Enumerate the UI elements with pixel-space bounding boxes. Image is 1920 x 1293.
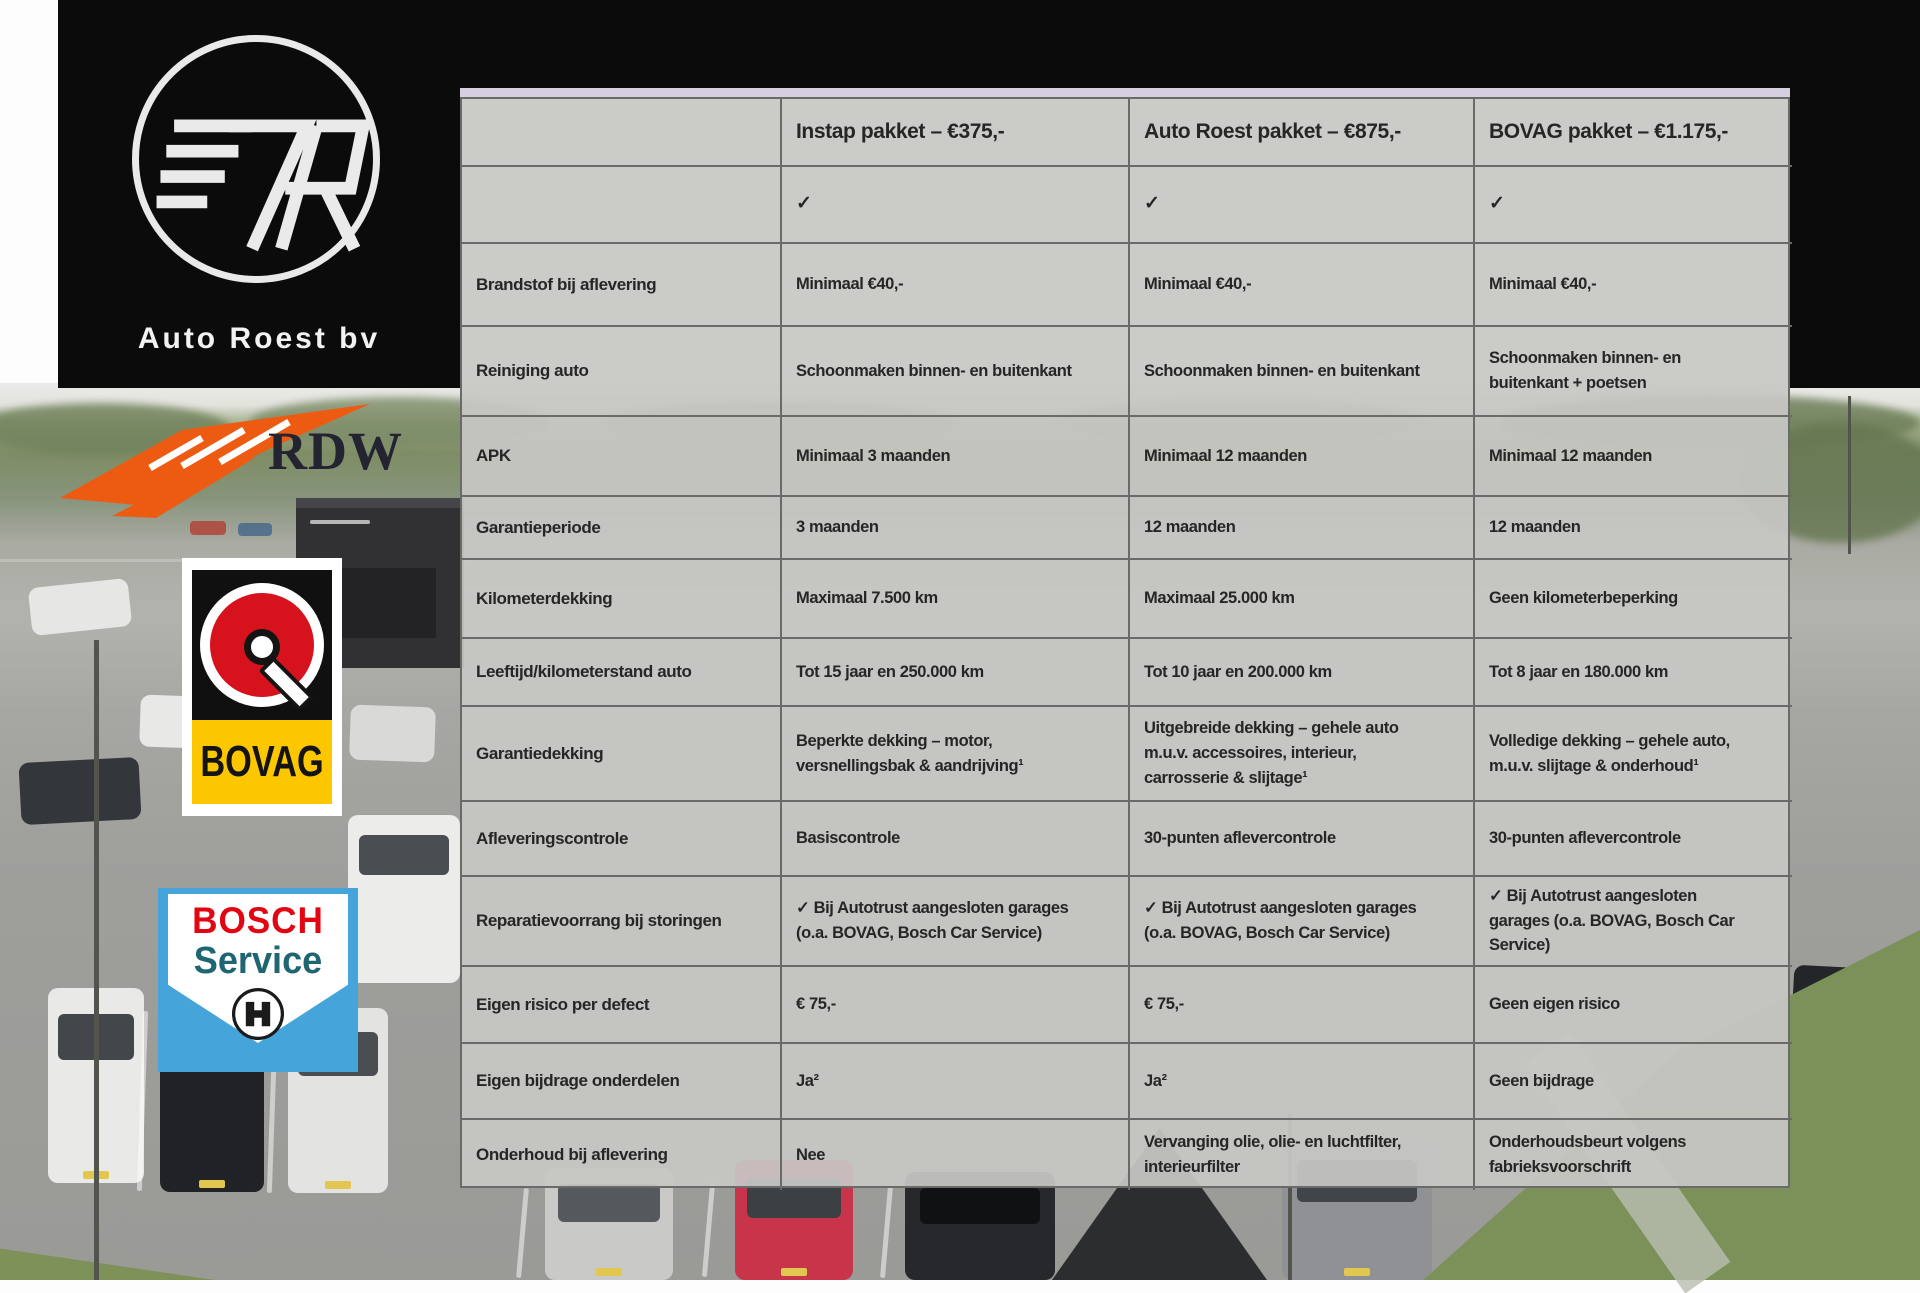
bosch-wordmark: BOSCH <box>192 900 324 941</box>
cell-brandstof-bovag: Minimaal €40,- <box>1475 244 1792 327</box>
row-label-eigen-risico: Eigen risico per defect <box>462 967 782 1044</box>
cell-garantiedekking-instap: Beperkte dekking – motor, versnellingsbak & aandrijving¹ <box>782 707 1130 802</box>
checkmark-cell: ✓ <box>782 167 1130 244</box>
cell-eigen-bijdrage-autoroest: Ja² <box>1130 1044 1475 1120</box>
cell-leeftijd-instap: Tot 15 jaar en 250.000 km <box>782 639 1130 707</box>
cell-onderhoud-autoroest: Vervanging olie, olie- en luchtfilter, interieurfilter <box>1130 1120 1475 1190</box>
cell-garantieperiode-autoroest: 12 maanden <box>1130 497 1475 560</box>
bovag-emblem <box>192 570 332 720</box>
table-grid <box>460 97 1790 1188</box>
bovag-logo <box>182 558 342 816</box>
grass-left <box>0 1235 215 1280</box>
parked-car <box>28 578 132 636</box>
license-plate <box>325 1181 351 1189</box>
row-label-apk: APK <box>462 417 782 497</box>
cell-brandstof-instap: Minimaal €40,- <box>782 244 1130 327</box>
row-label <box>462 167 782 244</box>
light-pole <box>1848 396 1851 554</box>
bovag-white-disc <box>200 583 324 707</box>
cell-eigen-bijdrage-instap: Ja² <box>782 1044 1130 1120</box>
rdw-wordmark: RDW <box>268 421 403 481</box>
cell-reiniging-bovag: Schoonmaken binnen- en buitenkant + poetsen <box>1475 327 1792 417</box>
row-label-reparatievoorrang: Reparatievoorrang bij storingen <box>462 877 782 967</box>
parking-line <box>516 1188 529 1278</box>
bosch-service-logo <box>158 888 358 1072</box>
cell-garantieperiode-bovag: 12 maanden <box>1475 497 1792 560</box>
cell-afleveringscontrole-bovag: 30-punten aflevercontrole <box>1475 802 1792 877</box>
cell-reparatievoorrang-instap: ✓ Bij Autotrust aangesloten garages (o.a. BOVAG, Bosch Car Service) <box>782 877 1130 967</box>
cell-reparatievoorrang-bovag: ✓ Bij Autotrust aangesloten garages (o.a. BOVAG, Bosch Car Service) <box>1475 877 1792 967</box>
bosch-service-wordmark: Service <box>193 940 323 982</box>
column-header-instap-pakket: Instap pakket – €375,- <box>782 99 1130 167</box>
cell-leeftijd-bovag: Tot 8 jaar en 180.000 km <box>1475 639 1792 707</box>
bovag-wordmark: BOVAG <box>200 737 324 786</box>
column-header-bovag-pakket: BOVAG pakket – €1.175,- <box>1475 99 1792 167</box>
license-plate <box>596 1268 622 1276</box>
license-plate <box>199 1180 225 1188</box>
row-label-reiniging: Reiniging auto <box>462 327 782 417</box>
cell-leeftijd-autoroest: Tot 10 jaar en 200.000 km <box>1130 639 1475 707</box>
row-label-garantiedekking: Garantiedekking <box>462 707 782 802</box>
parking-line <box>702 1183 715 1277</box>
cell-reiniging-autoroest: Schoonmaken binnen- en buitenkant <box>1130 327 1475 417</box>
cell-apk-instap: Minimaal 3 maanden <box>782 417 1130 497</box>
row-label-kilometerdekking: Kilometerdekking <box>462 560 782 639</box>
row-label-afleveringscontrole: Afleveringscontrole <box>462 802 782 877</box>
parked-car <box>349 705 436 763</box>
license-plate <box>1344 1268 1370 1276</box>
cell-brandstof-autoroest: Minimaal €40,- <box>1130 244 1475 327</box>
bovag-key-stem <box>259 656 315 712</box>
van-windshield <box>359 835 449 875</box>
cell-reiniging-instap: Schoonmaken binnen- en buitenkant <box>782 327 1130 417</box>
auto-roest-logo <box>132 35 380 283</box>
column-header-auto-roest-pakket: Auto Roest pakket – €875,- <box>1130 99 1475 167</box>
cell-garantieperiode-instap: 3 maanden <box>782 497 1130 560</box>
row-label-onderhoud: Onderhoud bij aflevering <box>462 1120 782 1190</box>
cell-onderhoud-instap: Nee <box>782 1120 1130 1190</box>
bovag-yellow-band <box>192 720 332 804</box>
checkmark-cell: ✓ <box>1130 167 1475 244</box>
brand-name: Auto Roest bv <box>137 322 381 355</box>
white-van <box>348 815 460 983</box>
table-corner-cell <box>462 99 782 167</box>
auto-roest-monogram-icon <box>139 42 373 276</box>
bovag-red-disc <box>210 593 314 697</box>
row-label-leeftijd: Leeftijd/kilometerstand auto <box>462 639 782 707</box>
cell-eigen-bijdrage-bovag: Geen bijdrage <box>1475 1044 1792 1120</box>
parked-car <box>18 757 141 825</box>
car-windshield <box>920 1188 1040 1224</box>
cell-kilometerdekking-autoroest: Maximaal 25.000 km <box>1130 560 1475 639</box>
row-label-garantieperiode: Garantieperiode <box>462 497 782 560</box>
cell-eigen-risico-autoroest: € 75,- <box>1130 967 1475 1044</box>
bosch-armature-icon <box>228 984 288 1044</box>
checkmark-cell: ✓ <box>1475 167 1792 244</box>
right-black-band <box>1790 0 1920 388</box>
cell-onderhoud-bovag: Onderhoudsbeurt volgens fabrieksvoorschrift <box>1489 1133 1687 1176</box>
cell-garantiedekking-autoroest: Uitgebreide dekking – gehele auto m.u.v. accessoires, interieur, carrosserie & slijtage¹ <box>1130 707 1475 802</box>
cell-garantiedekking-bovag: Volledige dekking – gehele auto, m.u.v. slijtage & onderhoud¹ <box>1475 707 1792 802</box>
rdw-logo <box>52 402 403 527</box>
cell-kilometerdekking-instap: Maximaal 7.500 km <box>782 560 1130 639</box>
cell-apk-bovag: Minimaal 12 maanden <box>1475 417 1792 497</box>
row-label-brandstof: Brandstof bij aflevering <box>462 244 782 327</box>
cell-apk-autoroest: Minimaal 12 maanden <box>1130 417 1475 497</box>
cell-reparatievoorrang-autoroest: ✓ Bij Autotrust aangesloten garages (o.a. BOVAG, Bosch Car Service) <box>1130 877 1475 967</box>
cell-eigen-risico-instap: € 75,- <box>782 967 1130 1044</box>
license-plate <box>781 1268 807 1276</box>
parking-line <box>880 1186 893 1278</box>
table-top-strip <box>460 88 1790 97</box>
cell-eigen-risico-bovag: Geen eigen risico <box>1475 967 1792 1044</box>
cell-afleveringscontrole-instap: Basiscontrole <box>782 802 1130 877</box>
light-pole <box>94 640 99 1280</box>
cell-afleveringscontrole-autoroest: 30-punten aflevercontrole <box>1130 802 1475 877</box>
package-comparison-table <box>460 88 1790 1188</box>
cell-kilometerdekking-bovag: Geen kilometerbeperking <box>1475 560 1792 639</box>
row-label-eigen-bijdrage: Eigen bijdrage onderdelen <box>462 1044 782 1120</box>
